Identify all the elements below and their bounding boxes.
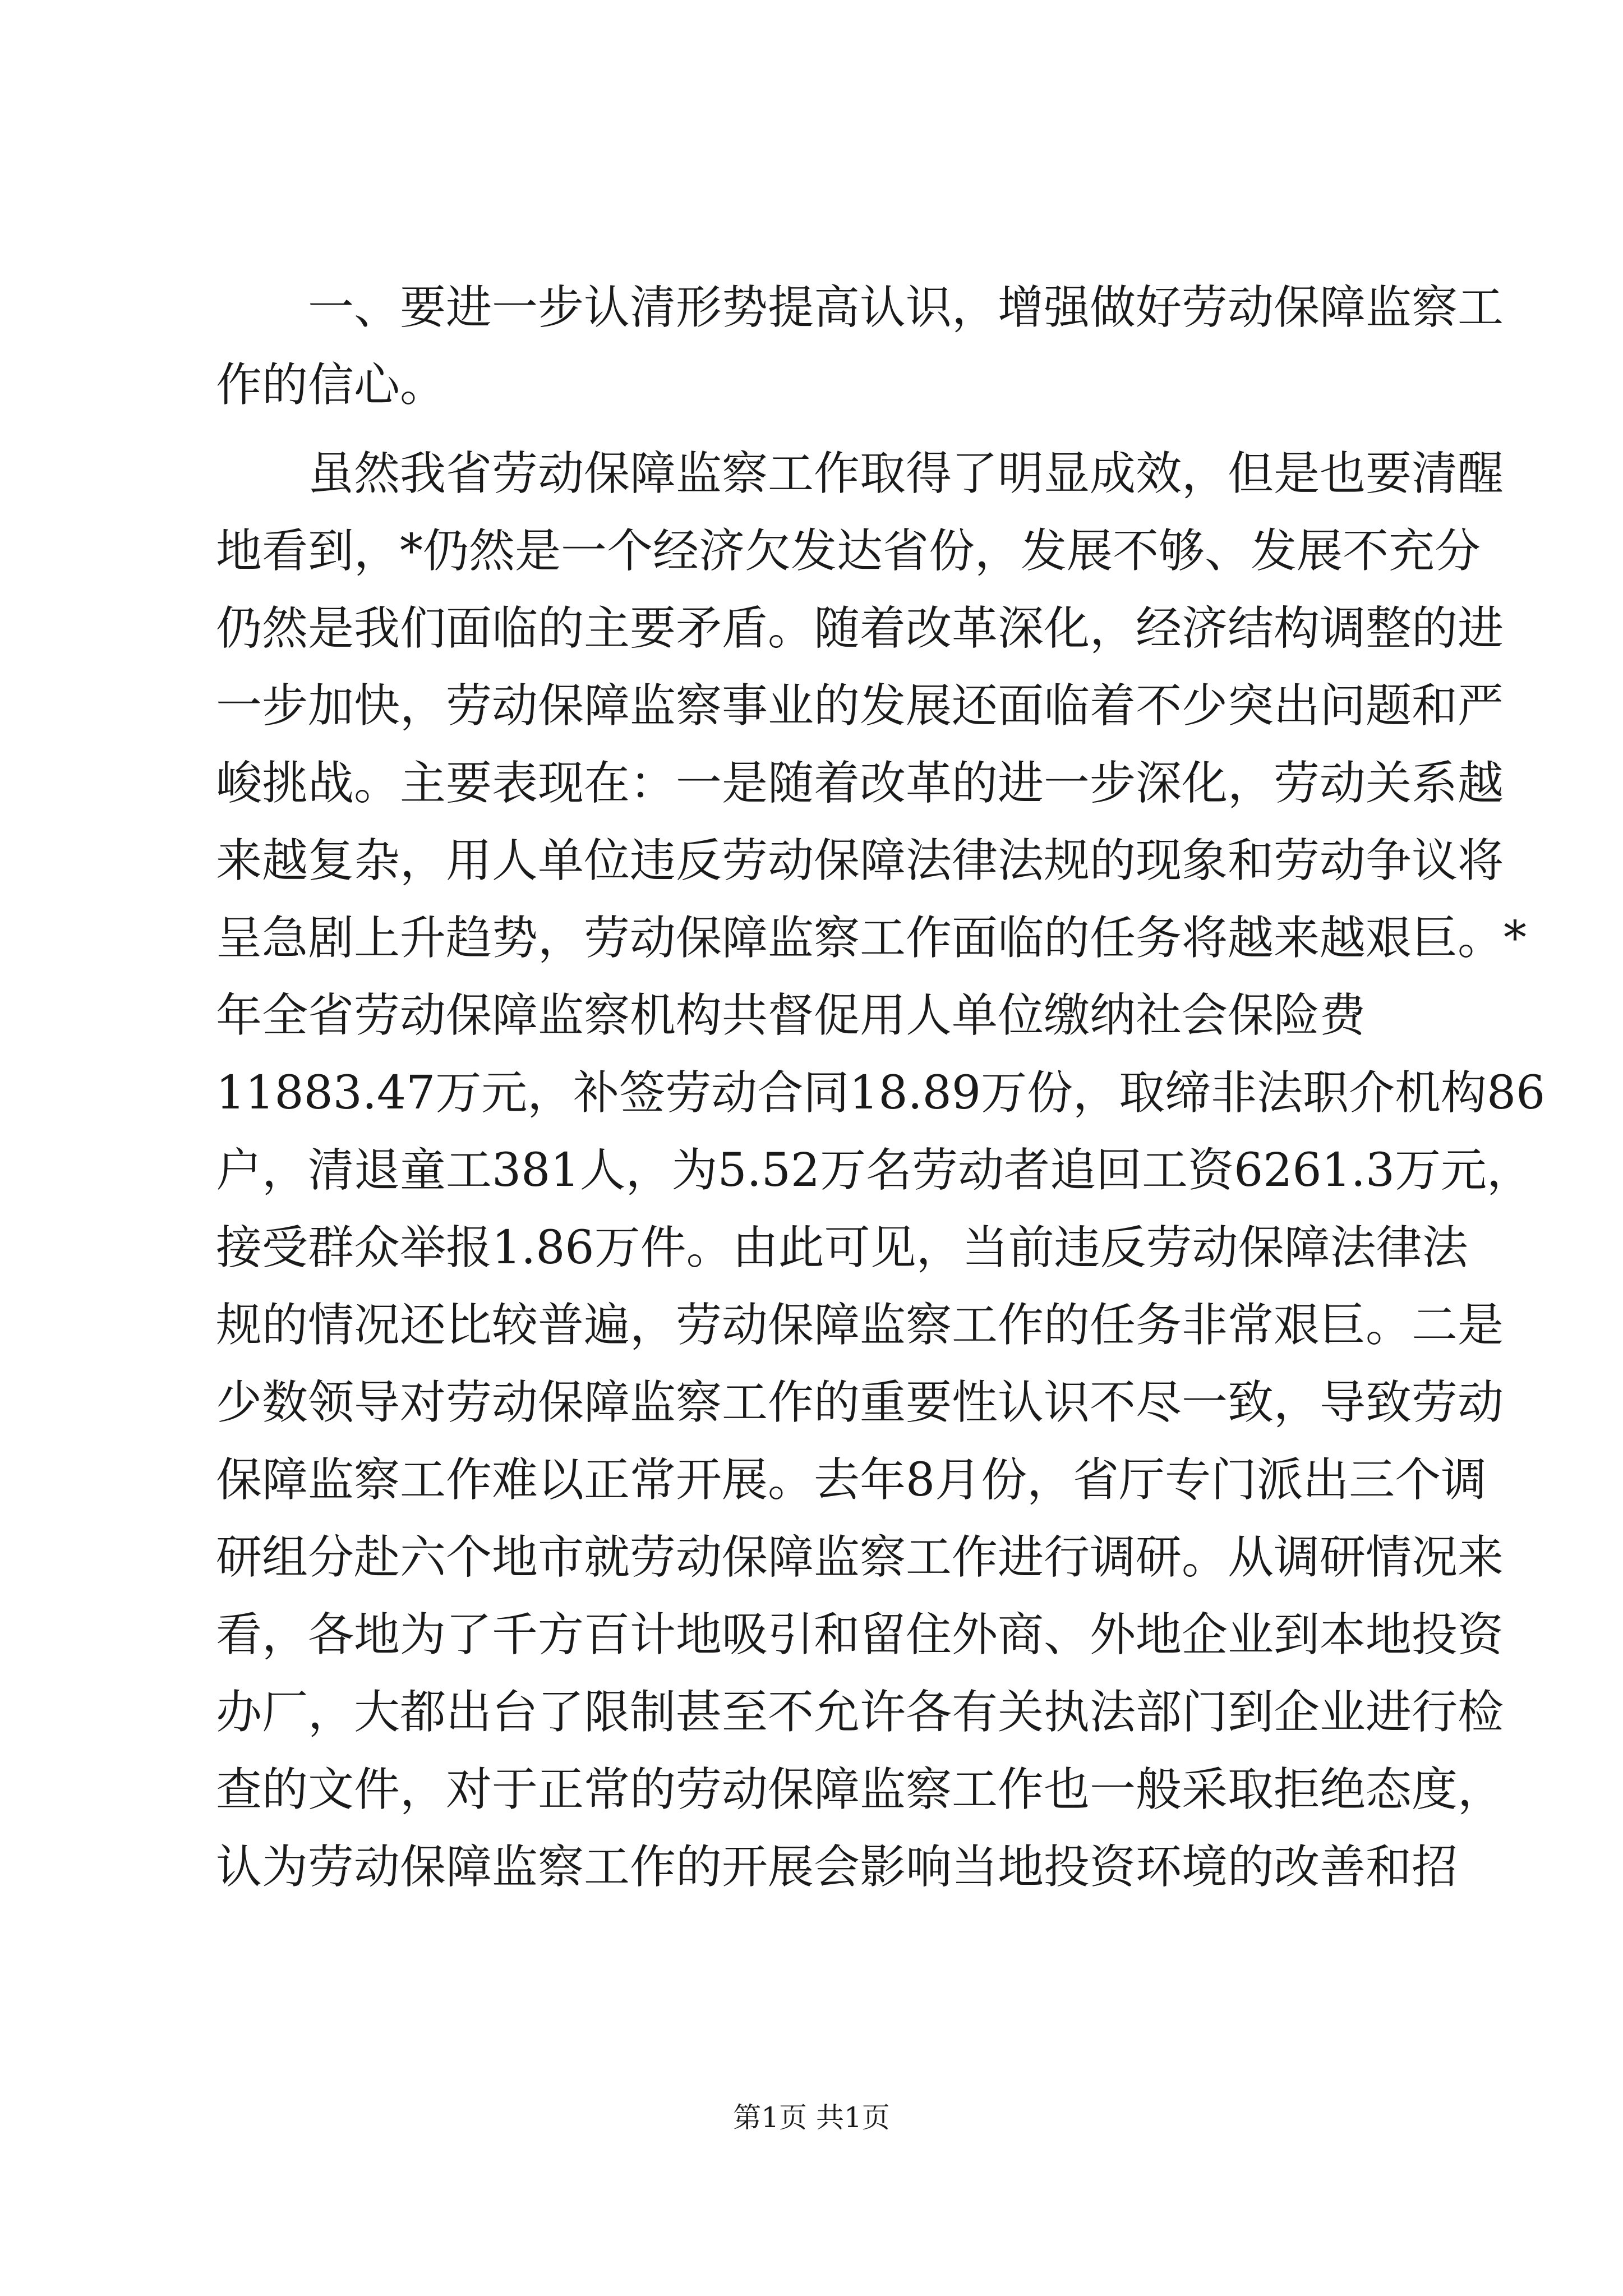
text-line: 少数领导对劳动保障监察工作的重要性认识不尽一致，导致劳动 bbox=[216, 1376, 1504, 1429]
text-line: 户，清退童工381人，为5.52万名劳动者追回工资6261.3万元， bbox=[216, 1144, 1533, 1197]
text-line: 仍然是我们面临的主要矛盾。随着改革深化，经济结构调整的进 bbox=[216, 602, 1504, 655]
paragraph-heading bbox=[216, 269, 1504, 424]
text-line: 接受群众举报1.86万件。由此可见，当前违反劳动保障法律法 bbox=[216, 1221, 1468, 1274]
text-line: 保障监察工作难以正常开展。去年8月份，省厅专门派出三个调 bbox=[216, 1453, 1487, 1507]
paragraph-body bbox=[216, 435, 1546, 1906]
text-line: 虽然我省劳动保障监察工作取得了明显成效，但是也要清醒 bbox=[216, 447, 1504, 500]
text-line: 作的信心。 bbox=[216, 358, 446, 412]
text-line: 呈急剧上升趋势，劳动保障监察工作面临的任务将越来越艰巨。* bbox=[216, 912, 1527, 965]
text-line: 年全省劳动保障监察机构共督促用人单位缴纳社会保险费 bbox=[216, 989, 1366, 1042]
document-body bbox=[216, 269, 1546, 1906]
text-line: 看，各地为了千方百计地吸引和留住外商、外地企业到本地投资 bbox=[216, 1608, 1504, 1662]
text-line: 一步加快，劳动保障监察事业的发展还面临着不少突出问题和严 bbox=[216, 679, 1504, 733]
paragraph-spacer bbox=[216, 424, 1450, 435]
text-line: 规的情况还比较普遍，劳动保障监察工作的任务非常艰巨。二是 bbox=[216, 1299, 1504, 1352]
text-line: 研组分赴六个地市就劳动保障监察工作进行调研。从调研情况来 bbox=[216, 1531, 1504, 1584]
text-line: 认为劳动保障监察工作的开展会影响当地投资环境的改善和招 bbox=[216, 1841, 1458, 1894]
text-line: 办厂，大都出台了限制甚至不允许各有关执法部门到企业进行检 bbox=[216, 1686, 1504, 1739]
page-footer bbox=[0, 2101, 1623, 2134]
text-line: 地看到，*仍然是一个经济欠发达省份，发展不够、发展不充分 bbox=[216, 524, 1481, 578]
text-line: 查的文件，对于正常的劳动保障监察工作也一般采取拒绝态度， bbox=[216, 1763, 1504, 1816]
text-line: 一、要进一步认清形势提高认识，增强做好劳动保障监察工 bbox=[216, 281, 1504, 334]
text-line: 来越复杂，用人单位违反劳动保障法律法规的现象和劳动争议将 bbox=[216, 834, 1504, 887]
text-line: 峻挑战。主要表现在：一是随着改革的进一步深化，劳动关系越 bbox=[216, 757, 1504, 810]
page-number-label: 第1页 共1页 bbox=[733, 2101, 890, 2134]
text-line: 11883.47万元，补签劳动合同18.89万份，取缔非法职介机构86 bbox=[216, 1066, 1546, 1120]
